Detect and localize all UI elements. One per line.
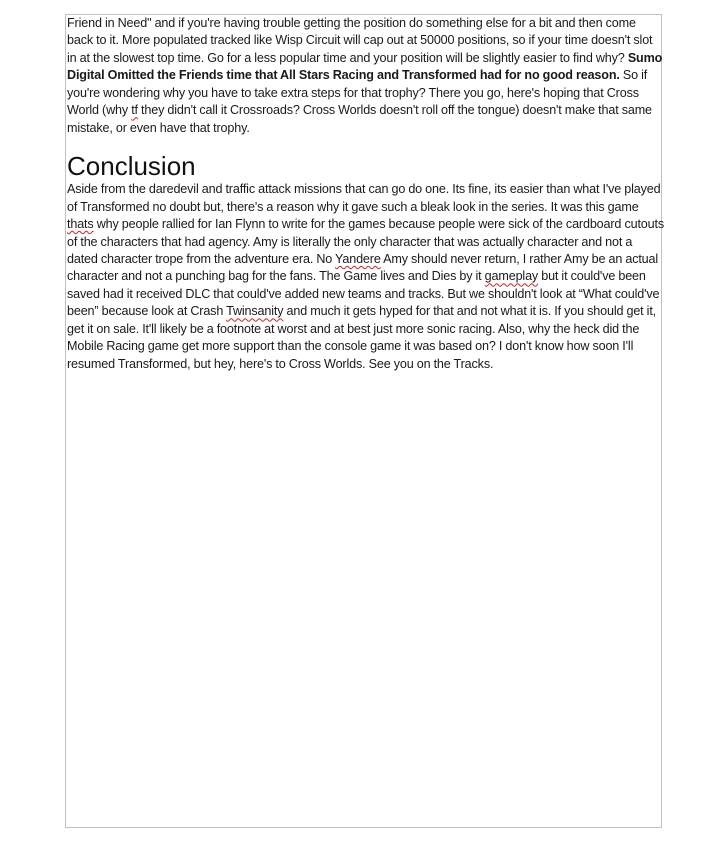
conclusion-paragraph [67,181,664,373]
intro-bold-text: Sumo Digital Omitted the Friends time that All Stars Racing and Transformed had for no good reason. [67,50,663,83]
conclusion-text-4: but it could've been saved had it received DLC that could've added new teams and tracks. But we shouldn't look at “What could've been” because look at Crash [67,269,660,319]
misspelled-word[interactable]: Yandere [335,251,381,266]
intro-paragraph [67,15,664,137]
misspelled-word[interactable]: thats [67,217,94,232]
conclusion-text-3: Amy should never return, I rather Amy be an actual character and not a punching bag for the fans. The Game lives and Dies by it [67,251,659,284]
misspelled-word[interactable]: Twinsanity [226,304,284,319]
conclusion-heading: Conclusion [67,151,196,182]
conclusion-text-2: why people rallied for Ian Flynn to write for the games because people were sick of the cardboard cutouts of the characters that had agency. Amy is literally the only character that was actually character and not a dated character trope from the adventure era. No [67,217,664,266]
intro-text-2: So if you're wondering why you have to take extra steps for that trophy? There you go, here's hoping that Cross World (why [67,68,648,118]
conclusion-text-5: and much it gets hyped for that and not what it is. If you should get it, get it on sale. It'll likely be a footnote at worst and at best just more sonic racing. Also, why the heck did the Mobile Racing game get more support than the console game it was based on? I don't know how soon I'll resumed Transformed, but hey, here's to Cross Worlds. See you on the Tracks. [67,304,657,371]
misspelled-word[interactable]: gameplay [484,269,539,284]
document-body[interactable] [67,15,664,373]
intro-text-1: Friend in Need" and if you're having trouble getting the position do something else for a bit and then come back to it. More populated tracked like Wisp Circuit will cap out at 50000 positions, so if your time doesn't slot in at the slowest top time. Go for a less popular time and your position will be slightly easier to find why? [67,16,653,65]
document-page[interactable] [65,14,662,828]
intro-text-3: they didn't call it Crossroads? Cross Worlds doesn't roll off the tongue) doesn't make that same mistake, or even have that trophy. [67,103,652,135]
misspelled-word[interactable]: tf [131,103,138,118]
conclusion-text-1: Aside from the daredevil and traffic attack missions that can go do one. Its fine, its easier than what I've played of Transformed no doubt but, there's a reason why it gave such a bleak look in the series. It was this game [67,182,661,214]
